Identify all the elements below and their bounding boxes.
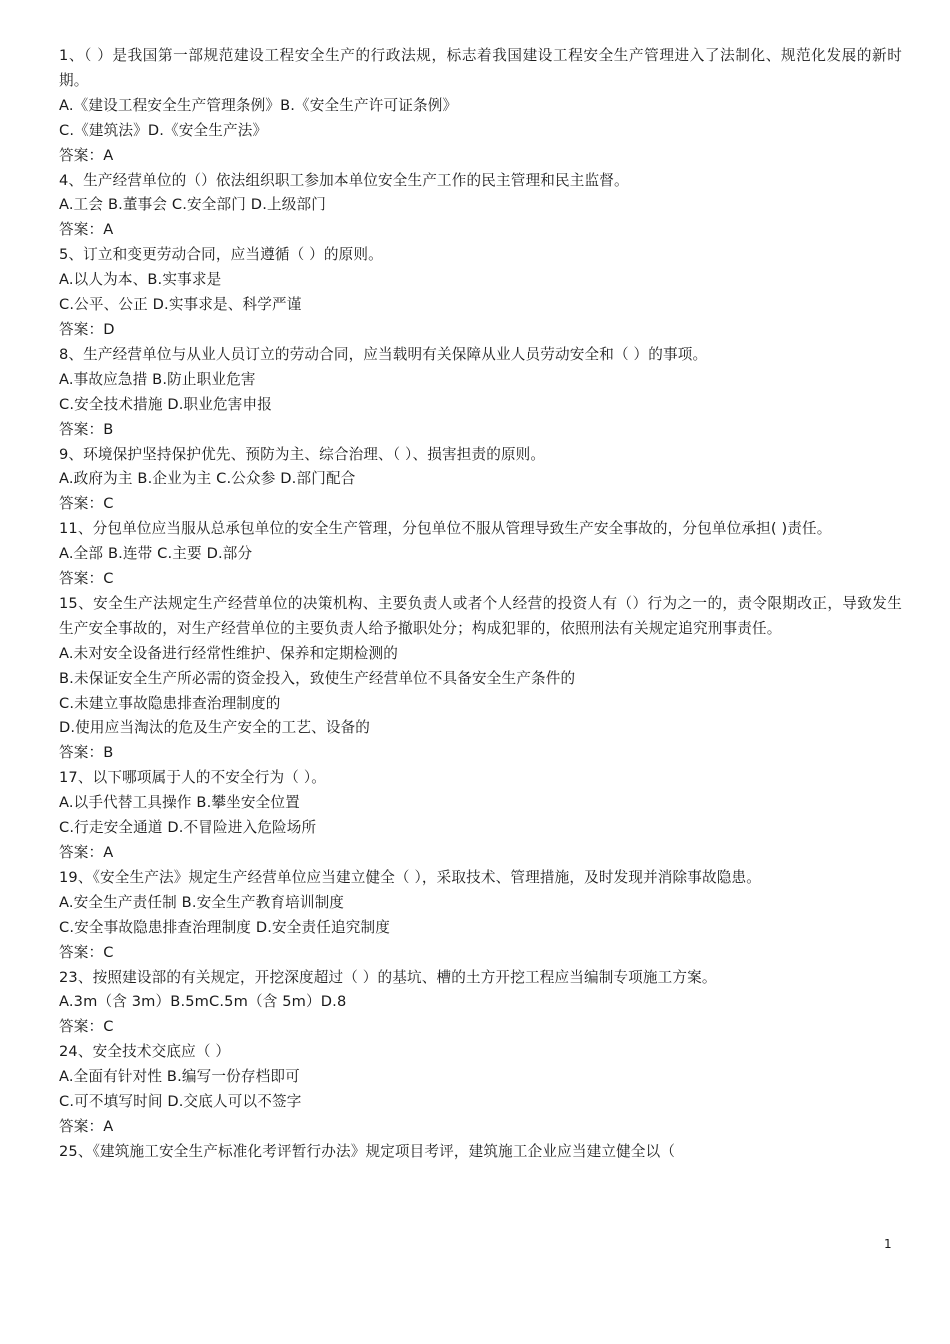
question-text: 4、生产经营单位的（）依法组织职工参加本单位安全生产工作的民主管理和民主监督。 [59,171,629,189]
option-line: D.使用应当淘汰的危及生产安全的工艺、设备的 [59,719,371,737]
option-line: A.全面有针对性 B.编写一份存档即可 [59,1068,300,1086]
option-line: A.工会 B.董事会 C.安全部门 D.上级部门 [59,196,326,214]
answer-line: 答案：C [59,1018,114,1036]
question-text: 24、安全技术交底应（ ） [59,1043,231,1061]
question-text: 5、订立和变更劳动合同，应当遵循（ ）的原则。 [59,246,383,264]
option-line: C.可不填写时间 D.交底人可以不签字 [59,1093,302,1111]
answer-line: 答案：A [59,221,114,239]
question-text: 23、按照建设部的有关规定，开挖深度超过（ ）的基坑、槽的土方开挖工程应当编制专项施工方案。 [59,968,717,986]
document-page [59,44,902,1165]
option-line: C.《建筑法》D.《安全生产法》 [59,121,268,139]
question-text: 19、《安全生产法》规定生产经营单位应当建立健全（ ），采取技术、管理措施，及时发现并消除事故隐患。 [59,868,762,886]
answer-line: 答案：B [59,744,114,762]
option-line: C.安全技术措施 D.职业危害申报 [59,395,273,413]
option-line: A.安全生产责任制 B.安全生产教育培训制度 [59,893,345,911]
question-text: 1、（ ）是我国第一部规范建设工程安全生产的行政法规，标志着我国建设工程安全生产管理进入了法制化、规范化发展的新时期。 [59,47,902,89]
answer-line: 答案：D [59,320,115,338]
option-line: A.政府为主 B.企业为主 C.公众参 D.部门配合 [59,470,356,488]
question-text: 11、分包单位应当服从总承包单位的安全生产管理，分包单位不服从管理导致生产安全事故的，分包单位承担( )责任。 [59,520,832,538]
question-text: 9、环境保护坚持保护优先、预防为主、综合治理、（ ）、损害担责的原则。 [59,445,546,463]
option-line: A.事故应急措 B.防止职业危害 [59,370,256,388]
answer-line: 答案：C [59,570,114,588]
option-line: C.行走安全通道 D.不冒险进入危险场所 [59,819,317,837]
question-text: 25、《建筑施工安全生产标准化考评暂行办法》规定项目考评，建筑施工企业应当建立健全以（ [59,1142,676,1160]
answer-line: 答案：C [59,943,114,961]
option-line: C.公平、公正 D.实事求是、科学严谨 [59,296,302,314]
option-line: A.未对安全设备进行经常性维护、保养和定期检测的 [59,644,399,662]
option-line: C.未建立事故隐患排查治理制度的 [59,694,281,712]
question-text: 17、以下哪项属于人的不安全行为（ ）。 [59,769,327,787]
answer-line: 答案：C [59,495,114,513]
answer-line: 答案：A [59,146,114,164]
page-number: 1 [884,1237,892,1251]
answer-line: 答案：A [59,1117,114,1135]
question-text: 15、安全生产法规定生产经营单位的决策机构、主要负责人或者个人经营的投资人有（）行为之一的，责令限期改正，导致发生生产安全事故的，对生产经营单位的主要负责人给予撤职处分；构成犯罪的，依照刑法有关规定追究刑事责任。 [59,594,902,637]
option-line: A.《建设工程安全生产管理条例》B.《安全生产许可证条例》 [59,96,458,114]
option-line: A.全部 B.连带 C.主要 D.部分 [59,545,253,563]
question-text: 8、生产经营单位与从业人员订立的劳动合同，应当载明有关保障从业人员劳动安全和（ ）的事项。 [59,345,708,363]
option-line: A.以手代替工具操作 B.攀坐安全位置 [59,794,300,812]
option-line: B.未保证安全生产所必需的资金投入，致使生产经营单位不具备安全生产条件的 [59,669,576,687]
option-line: A.3m（含 3m）B.5mC.5m（含 5m）D.8 [59,993,347,1011]
answer-line: 答案：B [59,420,114,438]
option-line: A.以人为本、B.实事求是 [59,271,222,289]
answer-line: 答案：A [59,844,114,861]
option-line: C.安全事故隐患排查治理制度 D.安全责任追究制度 [59,918,390,936]
